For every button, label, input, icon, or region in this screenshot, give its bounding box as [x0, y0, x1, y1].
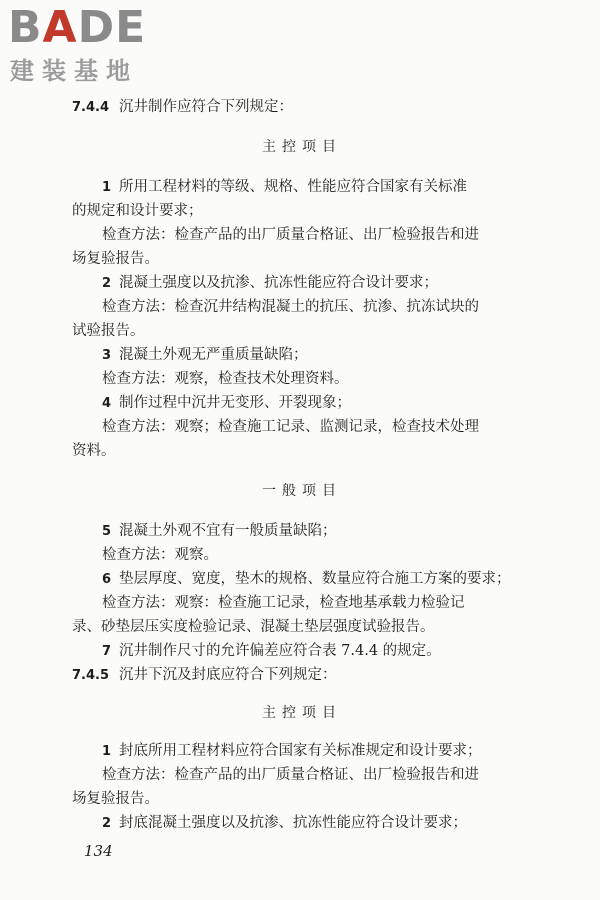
list-item: 4 制作过程中沉井无变形、开裂现象； [102, 395, 352, 411]
method-line: 检查方法：检查沉井结构混凝土的抗压、抗渗、抗冻试块的 [102, 299, 479, 315]
logo [8, 4, 178, 94]
method-line-cont: 录、砂垫层压实度检验记录、混凝土垫层强度试验报告。 [72, 619, 435, 635]
section-heading: 主控项目 [262, 705, 342, 721]
list-item: 3 混凝土外观无严重质量缺陷； [102, 347, 308, 363]
method-line: 检查方法：观察。 [102, 547, 218, 563]
clause-7-4-5: 7.4.5 沉井下沉及封底应符合下列规定： [72, 667, 337, 683]
list-item: 5 混凝土外观不宜有一般质量缺陷； [102, 523, 337, 539]
list-item: 2 封底混凝土强度以及抗渗、抗冻性能应符合设计要求； [102, 815, 468, 831]
section-heading: 一般项目 [262, 483, 342, 499]
logo-subtitle: 建装基地 [10, 57, 138, 85]
method-line-cont: 场复验报告。 [72, 791, 159, 807]
section-heading: 主控项目 [262, 139, 342, 155]
method-line-cont: 试验报告。 [72, 323, 145, 339]
clause-7-4-4: 7.4.4 沉井制作应符合下列规定： [72, 99, 294, 115]
list-item: 1 封底所用工程材料应符合国家有关标准规定和设计要求； [102, 743, 482, 759]
list-item: 7 沉井制作尺寸的允许偏差应符合表 7.4.4 的规定。 [102, 643, 441, 659]
list-item: 1 所用工程材料的等级、规格、性能应符合国家有关标准 [102, 179, 468, 195]
page-number: 134 [84, 842, 113, 860]
list-item: 2 混凝土强度以及抗渗、抗冻性能应符合设计要求； [102, 275, 439, 291]
list-item-cont: 的规定和设计要求； [72, 203, 203, 219]
method-line-cont: 场复验报告。 [72, 251, 159, 267]
method-line: 检查方法：观察；检查施工记录、监测记录，检查技术处理 [102, 419, 479, 435]
method-line: 检查方法：观察：检查施工记录，检查地基承载力检验记 [102, 595, 465, 611]
method-line: 检查方法：检查产品的出厂质量合格证、出厂检验报告和进 [102, 767, 479, 783]
method-line-cont: 资料。 [72, 443, 116, 459]
method-line: 检查方法：观察，检查技术处理资料。 [102, 371, 349, 387]
method-line: 检查方法：检查产品的出厂质量合格证、出厂检验报告和进 [102, 227, 479, 243]
list-item: 6 垫层厚度、宽度，垫木的规格、数量应符合施工方案的要求； [102, 571, 511, 587]
logo-wordmark: BADE [8, 2, 147, 53]
